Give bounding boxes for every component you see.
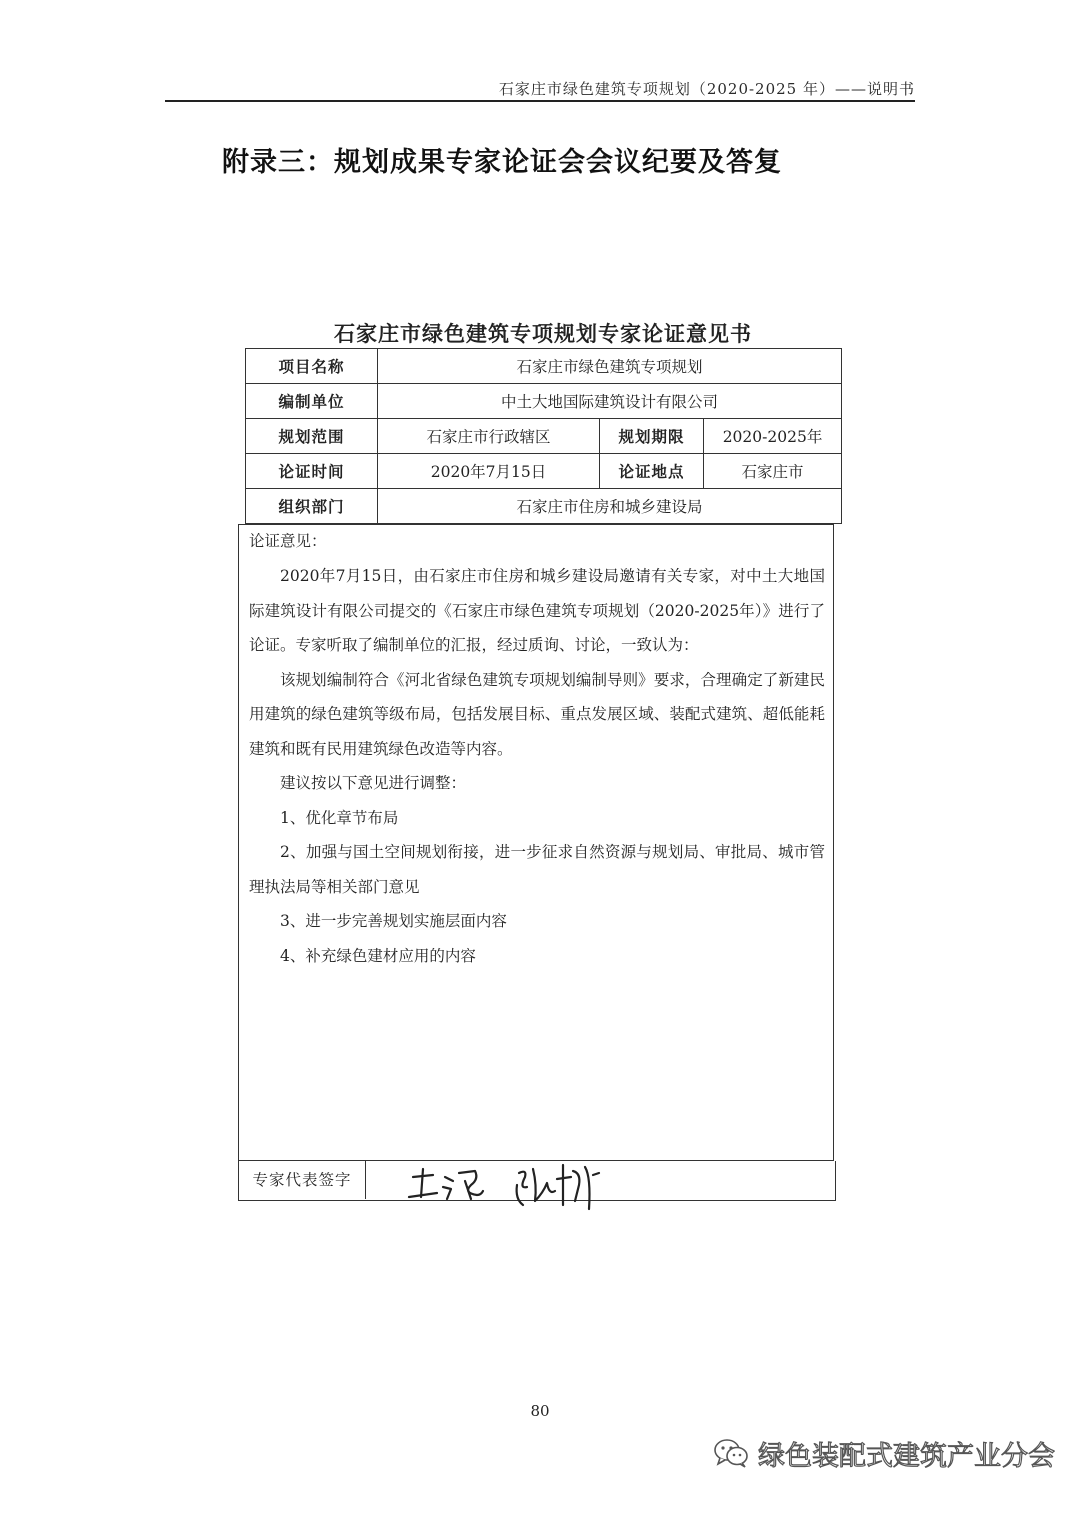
opinion-paragraph: 2020年7月15日，由石家庄市住房和城乡建设局邀请有关专家，对中土大地国际建筑设计有限公司提交的《石家庄市绿色建筑专项规划（2020-2025年）》进行了论证。专家听取了编制单位的汇报，经过质询、讨论，一致认为： bbox=[249, 567, 825, 654]
compiler-label: 编制单位 bbox=[246, 384, 378, 419]
scope-label: 规划范围 bbox=[246, 419, 378, 454]
time-label: 论证时间 bbox=[246, 454, 378, 489]
project-name-value: 石家庄市绿色建筑专项规划 bbox=[378, 349, 842, 384]
info-table bbox=[245, 348, 842, 524]
wechat-icon bbox=[712, 1437, 750, 1469]
opinion-box bbox=[238, 524, 834, 1161]
running-header: 石家庄市绿色建筑专项规划（2020-2025 年）——说明书 bbox=[498, 80, 915, 98]
opinion-label: 论证意见： bbox=[249, 532, 327, 550]
table-row bbox=[246, 384, 842, 419]
project-name-label: 项目名称 bbox=[246, 349, 378, 384]
opinion-paragraph: 该规划编制符合《河北省绿色建筑专项规划编制导则》要求，合理确定了新建民用建筑的绿色建筑等级布局，包括发展目标、重点发展区域、装配式建筑、超低能耗建筑和既有民用建筑绿色改造等内容。 bbox=[249, 670, 825, 758]
org-label: 组织部门 bbox=[246, 489, 378, 524]
table-row bbox=[246, 489, 842, 524]
period-label: 规划期限 bbox=[600, 419, 704, 454]
time-value: 2020年7月15日 bbox=[378, 454, 600, 489]
opinion-paragraph: 3、进一步完善规划实施层面内容 bbox=[280, 912, 507, 930]
table-row bbox=[246, 349, 842, 384]
watermark-text: 绿色装配式建筑产业分会 bbox=[758, 1440, 1055, 1472]
page-number: 80 bbox=[530, 1402, 550, 1420]
form-title: 石家庄市绿色建筑专项规划专家论证意见书 bbox=[334, 322, 752, 346]
scope-value: 石家庄市行政辖区 bbox=[378, 419, 600, 454]
opinion-text bbox=[249, 559, 825, 973]
period-value: 2020-2025年 bbox=[704, 419, 842, 454]
table-row bbox=[246, 454, 842, 489]
header-rule bbox=[165, 100, 915, 102]
appendix-title: 附录三：规划成果专家论证会会议纪要及答复 bbox=[222, 147, 782, 178]
signature-row bbox=[238, 1161, 836, 1201]
place-label: 论证地点 bbox=[600, 454, 704, 489]
compiler-value: 中土大地国际建筑设计有限公司 bbox=[378, 384, 842, 419]
org-value: 石家庄市住房和城乡建设局 bbox=[378, 489, 842, 524]
opinion-paragraph: 1、优化章节布局 bbox=[280, 808, 399, 827]
table-row bbox=[246, 419, 842, 454]
signature-label: 专家代表签字 bbox=[239, 1161, 366, 1199]
watermark bbox=[712, 1433, 1055, 1473]
place-value: 石家庄市 bbox=[704, 454, 842, 489]
opinion-paragraph: 2、加强与国土空间规划衔接，进一步征求自然资源与规划局、审批局、城市管理执法局等相关部门意见 bbox=[249, 843, 825, 896]
handwritten-signature bbox=[367, 1155, 667, 1215]
opinion-paragraph: 建议按以下意见进行调整： bbox=[280, 774, 467, 792]
opinion-paragraph: 4、补充绿色建材应用的内容 bbox=[280, 946, 476, 965]
